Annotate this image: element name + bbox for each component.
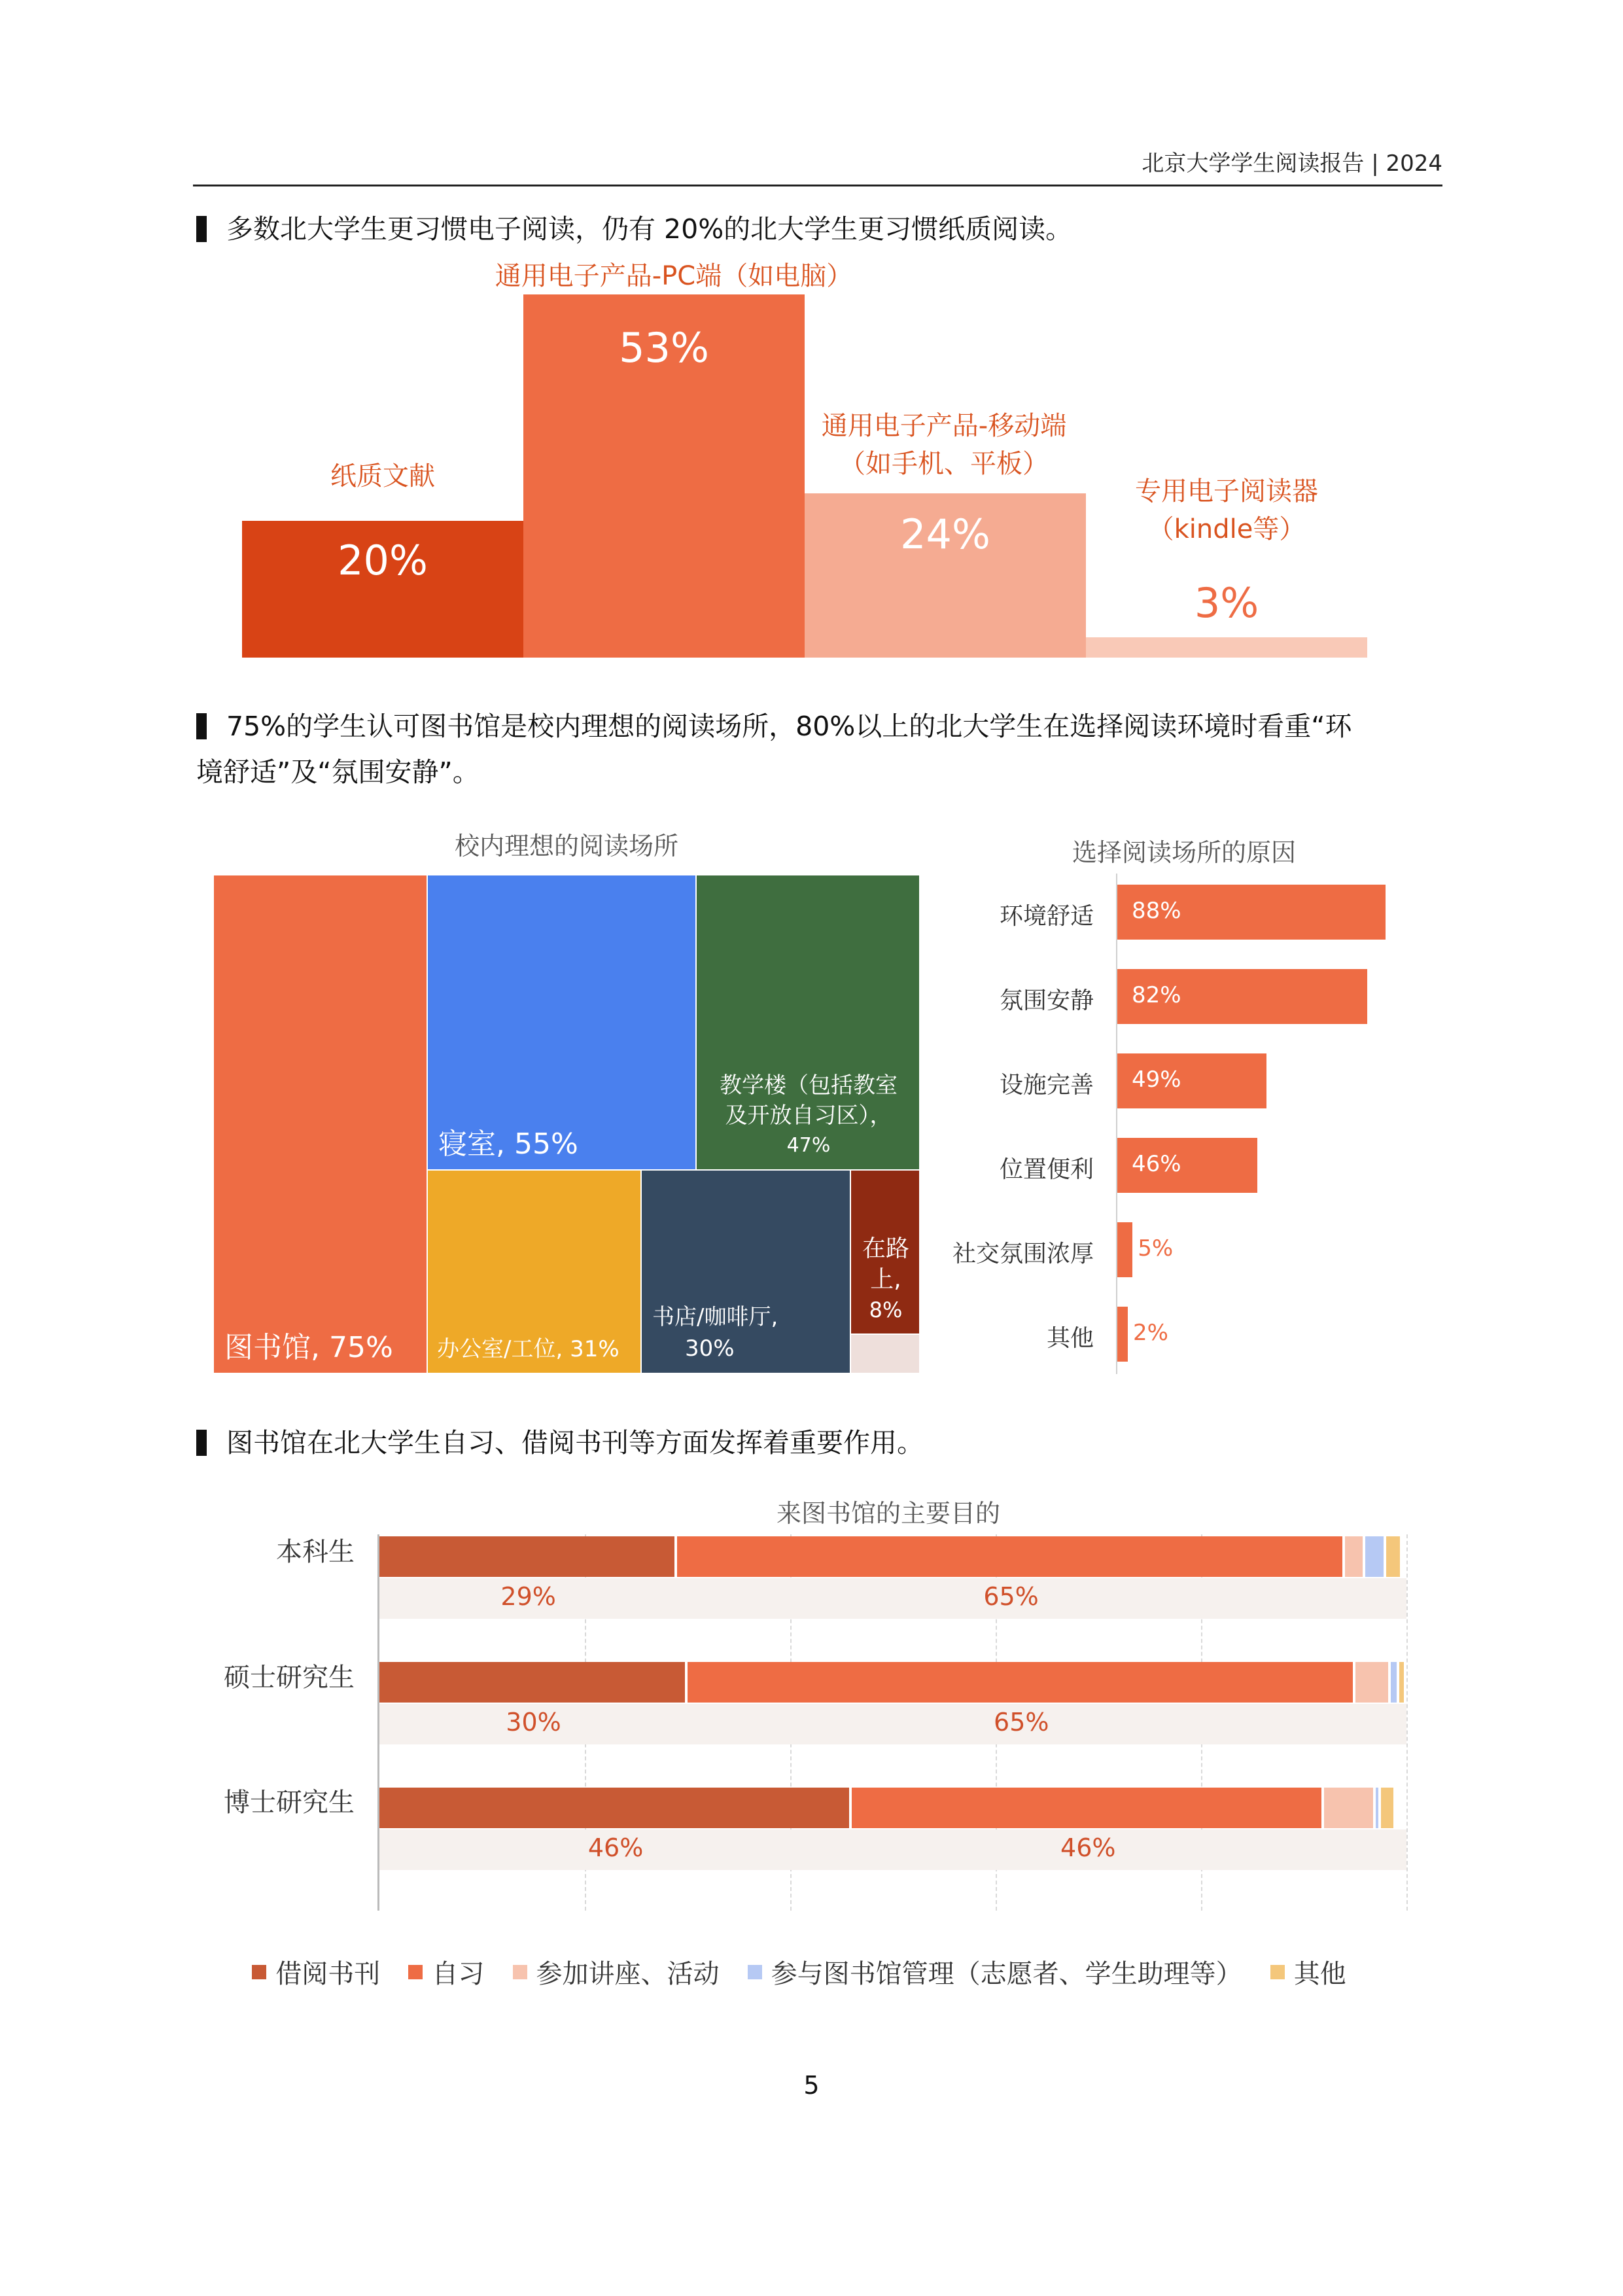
stack-segment bbox=[1391, 1662, 1397, 1703]
legend-swatch-icon bbox=[408, 1965, 423, 1979]
label-undergrad-borrow: 29% bbox=[500, 1582, 556, 1611]
legend-swatch-icon bbox=[748, 1965, 762, 1979]
treemap-label-teaching-line1: 教学楼（包括教室 bbox=[720, 1072, 898, 1099]
section2-title-line2: 境舒适”及“氛围安静”。 bbox=[196, 756, 480, 788]
stack-segment bbox=[379, 1788, 849, 1828]
section1-title-text: 多数北大学生更习惯电子阅读，仍有 20%的北大学生更习惯纸质阅读。 bbox=[226, 213, 1073, 245]
reason-label-comfort: 环境舒适 bbox=[999, 903, 1094, 930]
label-phd-study: 46% bbox=[1060, 1833, 1116, 1862]
group-label-undergrad: 本科生 bbox=[276, 1537, 355, 1567]
bar-value-ereader: 3% bbox=[1194, 579, 1259, 627]
reason-value-comfort: 88% bbox=[1132, 898, 1181, 924]
stack-segment bbox=[1381, 1788, 1394, 1828]
bar-value-pc: 53% bbox=[619, 324, 709, 372]
bar-label-paper-line1: 纸质文献 bbox=[330, 461, 435, 491]
stack-segment bbox=[379, 1536, 674, 1577]
library-purpose-chart-title: 来图书馆的主要目的 bbox=[776, 1499, 1000, 1528]
bar-label-ereader-line1: 专用电子阅读器 bbox=[1135, 476, 1318, 506]
treemap-label-on-the-way-line1: 在路 bbox=[862, 1235, 909, 1262]
treemap-label-library: 图书馆, 75% bbox=[224, 1331, 393, 1364]
treemap-title: 校内理想的阅读场所 bbox=[454, 832, 678, 860]
stack-segment bbox=[1376, 1788, 1378, 1828]
reason-value-quiet: 82% bbox=[1132, 982, 1181, 1008]
stack-segment bbox=[379, 1662, 685, 1703]
legend-item-study bbox=[408, 1953, 484, 1990]
legend-label-study: 自习 bbox=[432, 1959, 485, 1989]
label-phd-borrow: 46% bbox=[587, 1833, 644, 1862]
gridline bbox=[1406, 1534, 1408, 1911]
treemap-label-bookstore-line2: 30% bbox=[685, 1335, 735, 1362]
stack-segment bbox=[688, 1662, 1353, 1703]
stack-segment bbox=[1324, 1788, 1373, 1828]
legend-item-lecture bbox=[513, 1953, 720, 1990]
legend-label-volunteer: 参与图书馆管理（志愿者、学生助理等） bbox=[771, 1959, 1242, 1989]
stack-segment bbox=[852, 1788, 1321, 1828]
legend-label-other: 其他 bbox=[1293, 1959, 1346, 1989]
bar-label-mobile-line1: 通用电子产品-移动端 bbox=[821, 411, 1067, 441]
group-label-master: 硕士研究生 bbox=[224, 1663, 355, 1693]
treemap-label-on-the-way-line3: 8% bbox=[869, 1298, 903, 1322]
treemap-label-dorm: 寝室, 55% bbox=[438, 1127, 578, 1161]
legend-label-borrow: 借阅书刊 bbox=[275, 1959, 381, 1989]
stack-segment bbox=[1399, 1662, 1404, 1703]
reason-value-other: 2% bbox=[1133, 1320, 1168, 1346]
bar-label-mobile-line2: （如手机、平板） bbox=[839, 449, 1049, 479]
stack-segment bbox=[677, 1536, 1342, 1577]
stack-segment bbox=[1365, 1536, 1383, 1577]
bar-label-ereader-line2: （kindle等） bbox=[1147, 514, 1306, 544]
legend-swatch-icon bbox=[1270, 1965, 1285, 1979]
page-number: 5 bbox=[803, 2071, 820, 2100]
treemap-label-teaching-line2: 及开放自习区）， bbox=[725, 1103, 892, 1129]
stack-segment bbox=[1355, 1662, 1389, 1703]
report-header-title: 北京大学学生阅读报告 | 2024 bbox=[1142, 150, 1442, 177]
legend-swatch-icon bbox=[252, 1965, 266, 1979]
chart-legend bbox=[0, 1953, 1623, 1990]
bar-value-paper: 20% bbox=[338, 537, 428, 584]
treemap-label-teaching-line3: 47% bbox=[786, 1134, 831, 1157]
group-label-phd: 博士研究生 bbox=[224, 1788, 355, 1818]
reason-label-quiet: 氛围安静 bbox=[999, 987, 1094, 1014]
treemap-label-on-the-way-line2: 上, bbox=[870, 1266, 901, 1293]
reason-label-location: 位置便利 bbox=[999, 1156, 1094, 1183]
reason-value-social: 5% bbox=[1138, 1235, 1174, 1262]
legend-label-lecture: 参加讲座、活动 bbox=[536, 1959, 720, 1989]
reason-value-location: 46% bbox=[1132, 1151, 1181, 1177]
reasons-chart-title: 选择阅读场所的原因 bbox=[1072, 838, 1296, 867]
section2-title-line1: 75%的学生认可图书馆是校内理想的阅读场所，80%以上的北大学生在选择阅读环境时看重“环 bbox=[226, 711, 1352, 742]
legend-item-volunteer bbox=[748, 1953, 1242, 1990]
treemap-label-bookstore-line1: 书店/咖啡厅, bbox=[652, 1304, 778, 1330]
label-master-study: 65% bbox=[994, 1708, 1049, 1737]
reason-value-facilities: 49% bbox=[1132, 1067, 1181, 1093]
reason-label-social: 社交氛围浓厚 bbox=[952, 1241, 1094, 1267]
label-undergrad-study: 65% bbox=[983, 1582, 1039, 1611]
reason-label-facilities: 设施完善 bbox=[999, 1072, 1094, 1099]
stack-segment bbox=[1386, 1536, 1400, 1577]
bar-label-pc-line1: 通用电子产品-PC端（如电脑） bbox=[495, 261, 853, 291]
stack-segment bbox=[1345, 1536, 1363, 1577]
label-master-borrow: 30% bbox=[506, 1708, 561, 1737]
legend-item-borrow bbox=[252, 1953, 380, 1990]
section3-title-text: 图书馆在北大学生自习、借阅书刊等方面发挥着重要作用。 bbox=[226, 1427, 924, 1458]
treemap-label-office: 办公室/工位, 31% bbox=[437, 1336, 620, 1362]
legend-swatch-icon bbox=[513, 1965, 527, 1979]
bar-value-mobile: 24% bbox=[900, 510, 990, 558]
legend-item-other bbox=[1270, 1953, 1346, 1990]
reason-label-other: 其他 bbox=[1046, 1325, 1094, 1352]
